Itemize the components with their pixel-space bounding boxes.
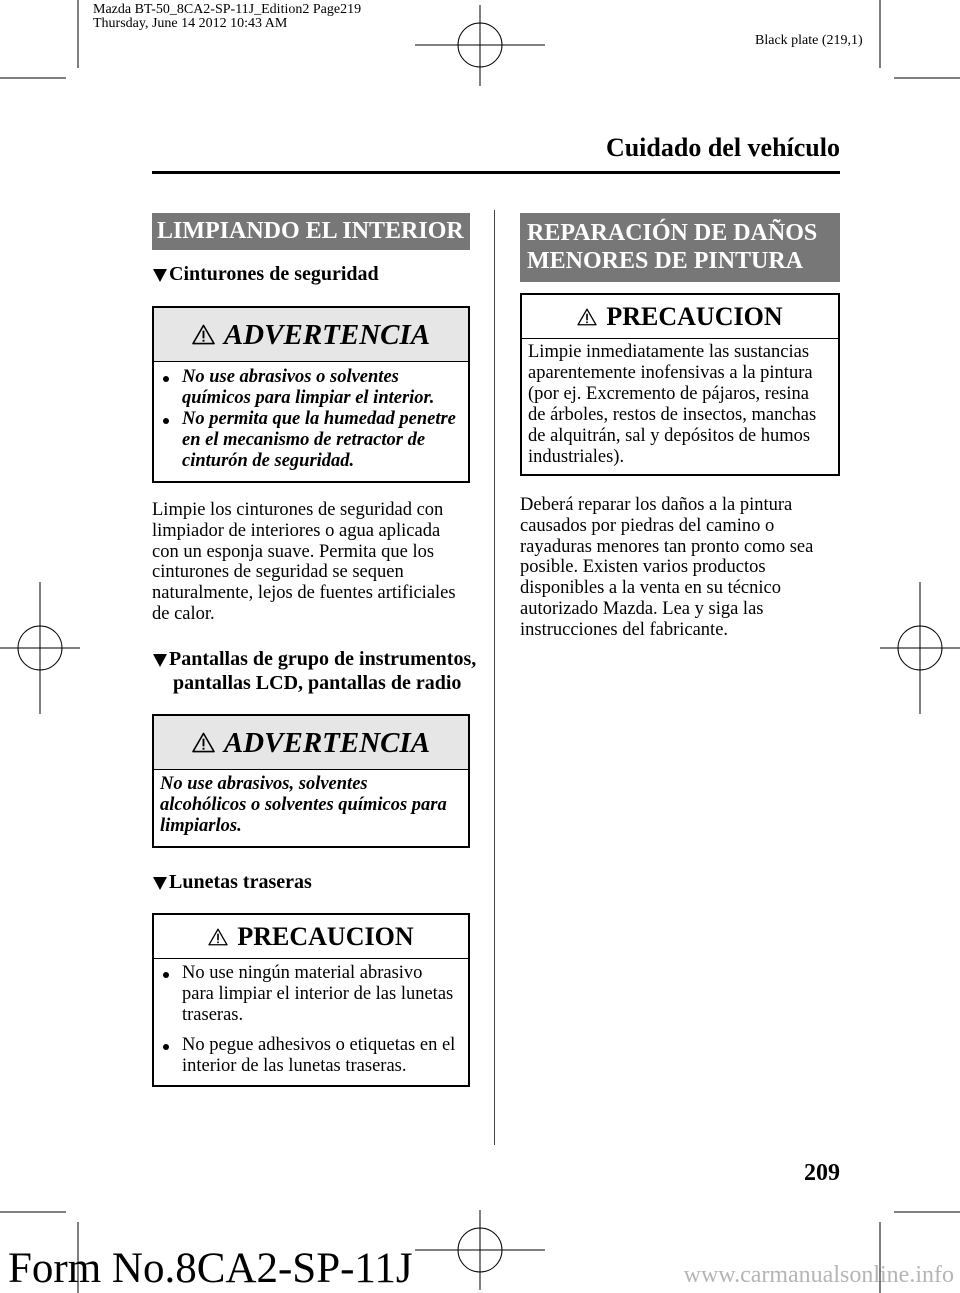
paragraph-line: rayaduras menores tan pronto como sea xyxy=(520,536,814,557)
registration-mark-icon xyxy=(880,582,960,714)
warning-box-displays xyxy=(152,714,470,848)
paragraph-paint-repair xyxy=(520,495,813,641)
paragraph-line: posible. Existen varios productos xyxy=(520,557,766,578)
corner-mark-top-right xyxy=(880,0,960,78)
subheading-line: pantallas LCD, pantallas de radio xyxy=(173,672,462,694)
print-job-info xyxy=(93,3,361,31)
down-triangle-icon xyxy=(153,654,167,667)
paragraph-line: limpiador de interiores o agua aplicada xyxy=(152,520,441,541)
bullet-line: en el mecanismo de retractor de xyxy=(182,430,426,450)
warning-box-header xyxy=(154,308,468,362)
subheading-seatbelts: Cinturones de seguridad xyxy=(169,263,379,285)
caution-line: aparentemente inofensivas a la pintura xyxy=(528,363,813,383)
bullet-item xyxy=(154,367,468,409)
bullet-line: No use abrasivos o solventes xyxy=(182,367,399,387)
bullet-line: traseras. xyxy=(182,1005,244,1025)
subheading-line: Pantallas de grupo de instrumentos, xyxy=(169,648,477,670)
bullet-item xyxy=(154,1035,468,1077)
corner-mark-top-left xyxy=(0,0,78,78)
page-number: 209 xyxy=(804,1160,840,1186)
registration-mark-icon xyxy=(415,5,545,86)
bullet-line: No permita que la humedad penetre xyxy=(182,409,456,429)
warning-line: No use abrasivos, solventes xyxy=(160,774,368,794)
caution-line: (por ej. Excremento de pájaros, resina xyxy=(528,384,809,404)
column-divider xyxy=(494,210,495,1145)
subheading-displays xyxy=(169,647,476,695)
paragraph-line: con un esponja suave. Permita que los xyxy=(152,541,435,562)
warning-title: ADVERTENCIA xyxy=(223,318,431,351)
warning-triangle-icon xyxy=(208,928,228,946)
header-rule xyxy=(152,171,840,174)
subheading-rear-windows: Lunetas traseras xyxy=(169,871,312,893)
paragraph-line: Deberá reparar los daños a la pintura xyxy=(520,495,793,515)
paragraph-line: instrucciones del fabricante. xyxy=(520,619,729,640)
print-date-line: Thursday, June 14 2012 10:43 AM xyxy=(93,16,288,31)
warning-box-seatbelts xyxy=(152,306,470,483)
warning-box-body xyxy=(154,362,468,472)
bullet-dot-icon xyxy=(163,972,169,978)
caution-title: PRECAUCION xyxy=(237,921,414,951)
warning-triangle-icon xyxy=(577,308,597,326)
caution-title: PRECAUCION xyxy=(606,301,783,331)
bullet-line: No pegue adhesivos o etiquetas en el xyxy=(182,1035,456,1055)
paragraph-line: disponibles a la venta en su técnico xyxy=(520,578,781,599)
caution-line: de árboles, restos de insectos, manchas xyxy=(528,405,817,425)
warning-title: ADVERTENCIA xyxy=(223,726,431,759)
bullet-item xyxy=(154,963,468,1026)
registration-mark-icon xyxy=(415,1210,545,1290)
warning-triangle-icon xyxy=(192,732,215,753)
caution-line: de alquitrán, sal y depósitos de humos xyxy=(528,426,811,446)
bullet-item xyxy=(154,409,468,472)
paragraph-line: cinturones de seguridad se sequen xyxy=(152,562,404,583)
section-banner-paint-repair xyxy=(520,213,840,282)
warning-line: alcohólicos o solventes químicos para xyxy=(160,795,447,815)
bullet-line: interior de las lunetas traseras. xyxy=(182,1056,407,1076)
paragraph-line: de calor. xyxy=(152,603,215,624)
bullet-line: cinturón de seguridad. xyxy=(182,451,355,471)
paragraph-line: Limpie los cinturones de seguridad con xyxy=(152,500,444,520)
warning-line: limpiarlos. xyxy=(160,816,242,836)
bullet-dot-icon xyxy=(163,1044,169,1050)
paragraph-seatbelts xyxy=(152,500,456,625)
watermark-text: www.carmanualsonline.info xyxy=(683,1262,954,1288)
print-job-line: Mazda BT-50_8CA2-SP-11J_Edition2 Page219 xyxy=(93,2,362,17)
paragraph-line: autorizado Mazda. Lea y siga las xyxy=(520,598,764,619)
bullet-line: No use ningún material abrasivo xyxy=(182,963,423,983)
warning-triangle-icon xyxy=(192,324,215,345)
paragraph-line: naturalmente, lejos de fuentes artificiales xyxy=(152,583,456,604)
bullet-dot-icon xyxy=(163,376,169,382)
plate-label: Black plate (219,1) xyxy=(755,33,863,48)
bullet-line: para limpiar el interior de las lunetas xyxy=(182,984,454,1004)
caution-line: Limpie inmediatamente las sustancias xyxy=(528,342,810,362)
bullet-line: químicos para limpiar el interior. xyxy=(182,388,435,408)
caution-box-header xyxy=(522,295,838,339)
paragraph-line: causados por piedras del camino o xyxy=(520,515,775,536)
caution-box-paint xyxy=(520,293,840,476)
down-triangle-icon xyxy=(153,877,167,890)
form-number: Form No.8CA2-SP-11J xyxy=(8,1245,413,1292)
banner-line: REPARACIÓN DE DAÑOS xyxy=(527,220,818,246)
banner-line: MENORES DE PINTURA xyxy=(527,248,804,274)
caution-box-body xyxy=(522,339,838,468)
caution-box-rear-windows xyxy=(152,913,470,1087)
warning-box-header xyxy=(154,716,468,770)
running-head: Cuidado del vehículo xyxy=(605,133,840,162)
warning-box-body xyxy=(154,770,468,837)
caution-line: industriales). xyxy=(528,447,625,467)
section-banner-cleaning-interior: LIMPIANDO EL INTERIOR xyxy=(152,213,470,250)
registration-mark-icon xyxy=(0,582,80,714)
caution-box-body xyxy=(154,959,468,1077)
caution-box-header xyxy=(154,915,468,959)
down-triangle-icon xyxy=(153,269,167,282)
bullet-dot-icon xyxy=(163,418,169,424)
